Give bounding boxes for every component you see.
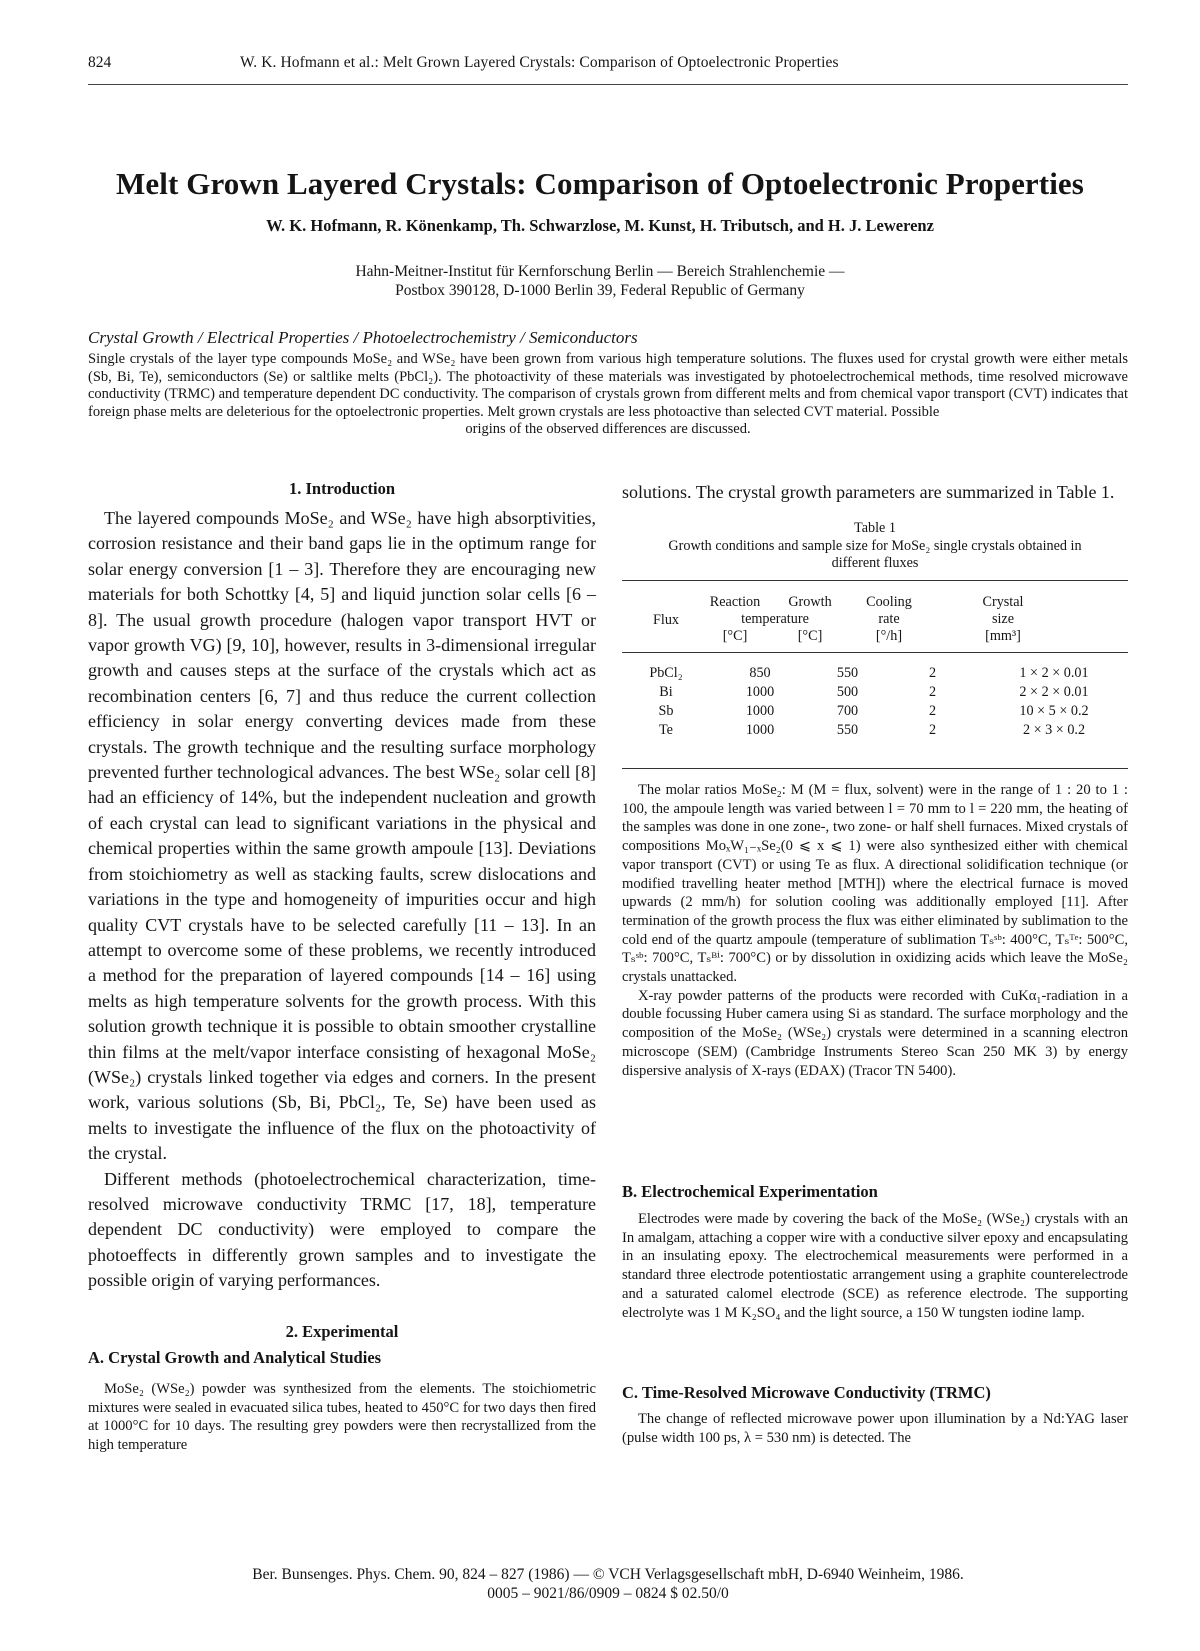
subsection-a-body bbox=[88, 1380, 596, 1455]
abstract-text: Single crystals of the layer type compounds MoSe₂ and WSe₂ have been grown from various high temperature solutions. The fluxes used for crystal growth were either metals (Sb, Bi, Te), semiconductors (Se) or saltlike melts (PbCl₂). The photoactivity of these materials was investigated by photoelectrochemical methods, time resolved microwave conductivity (TRMC) and temperature dependent DC conductivity. The comparison of crystals grown from different melts and from chemical vapor transport (CVT) indicates that foreign phase melts are deleterious for the optoelectronic properties. Melt grown crystals are less photoactive than selected CVT material. Possible bbox=[88, 351, 1128, 420]
table-cell: 1000 bbox=[745, 722, 775, 738]
table-cell: 1000 bbox=[745, 684, 775, 700]
table-cell: 550 bbox=[836, 722, 859, 738]
col-header-crystal: Crystal bbox=[982, 594, 1024, 610]
table-cell: 700 bbox=[836, 703, 859, 719]
col-header-unit: [mm³] bbox=[985, 628, 1021, 644]
subsection-b-body bbox=[622, 1210, 1128, 1322]
table-row bbox=[622, 683, 1128, 702]
table-cell: 850 bbox=[749, 665, 771, 681]
table-cell: 2 × 2 × 0.01 bbox=[1019, 684, 1089, 700]
table-cell: 1 × 2 × 0.01 bbox=[1019, 665, 1089, 681]
introduction-heading: 1. Introduction bbox=[288, 479, 396, 498]
col-header-rate: rate bbox=[878, 611, 900, 627]
table-row bbox=[622, 702, 1128, 721]
footer-line: 0005 – 9021/86/0909 – 0824 $ 02.50/0 bbox=[487, 1585, 729, 1602]
paragraph: solutions. The crystal growth parameters are summarized in Table 1. bbox=[622, 482, 1115, 502]
paragraph: X-ray powder patterns of the products were recorded with CuKα₁-radiation in a double focussing Huber camera using Si as standard. The surface morphology and the composition of the MoSe₂ (WSe₂) crystals were determined in a scanning electron microscope (SEM) (Cambridge Instruments Stereo Scan 250 MK 3) by energy dispersive analysis of X-rays (EDAX) (Tracor TN 5400). bbox=[622, 987, 1128, 1079]
affiliation-line: Postbox 390128, D-1000 Berlin 39, Federal Republic of Germany bbox=[395, 282, 805, 299]
page-number: 824 bbox=[88, 54, 112, 71]
table-cell: PbCl₂ bbox=[649, 665, 683, 681]
table-cell: 550 bbox=[836, 665, 859, 681]
paragraph: Electrodes were made by covering the back of the MoSe₂ (WSe₂) crystals with an In amalgam, attaching a copper wire with a conductive silver epoxy and encapsulating in an insulating epoxy. The electrochemical measurements were performed in a standard three electrode potentiostatic arrangement using a graphite counterelectrode and a saturated calomel electrode (SCE) as reference electrode. The supporting electrolyte was 1 M K₂SO₄ and the light source, a 150 W tungsten iodine lamp. bbox=[622, 1211, 1128, 1321]
table-cell: 10 × 5 × 0.2 bbox=[1019, 703, 1089, 719]
growth-table bbox=[622, 664, 1128, 740]
author-list: W. K. Hofmann, R. Könenkamp, Th. Schwarzlose, M. Kunst, H. Tributsch, and H. J. Lewerenz bbox=[266, 216, 934, 235]
col-header-unit: [°C] bbox=[797, 628, 823, 644]
article-title: Melt Grown Layered Crystals: Comparison of Optoelectronic Properties bbox=[116, 166, 1084, 201]
table-label: Table 1 bbox=[854, 520, 896, 536]
col-header-cooling: Cooling bbox=[866, 594, 912, 610]
paragraph: Different methods (photoelectrochemical characterization, time-resolved microwave conductivity TRMC [17, 18], temperature dependent DC conductivity) were employed to compare the photoeffects in differently grown samples and to investigate the possible origin of varying performances. bbox=[88, 1168, 596, 1291]
paragraph: The molar ratios MoSe₂: M (M = flux, solvent) were in the range of 1 : 20 to 1 : 100, the ampoule length was varied between l = 70 mm to l = 220 mm, the heating of the samples was done in one zone-, two zone- or half shell furnaces. Mixed crystals of compositions MoₓW₁₋ₓSe₂(0 ⩽ x ⩽ 1) were also synthesized either with chemical vapor transport (CVT) or using Te as flux. A directional solidification technique (or modified travelling heater method [MTH]) where the electrical furnace is moved upwards (2 mm/h) for solution cooling was additionally employed [11]. After termination of the growth process the flux was either eliminated by sublimation to the cold end of the quartz ampoule (temperature of sublimation Tₛˢᵇ: 400°C, Tₛᵀᵉ: 500°C, Tₛˢᵇ: 700°C, Tₛᴮⁱ: 700°C) or by dissolution in oxidizing acids which leave the MoSe₂ crystals unattacked. bbox=[622, 782, 1128, 986]
table-caption bbox=[622, 538, 1128, 572]
col-header-unit: [°C] bbox=[722, 628, 748, 644]
running-head bbox=[88, 54, 1128, 85]
abstract-last-line: origins of the observed differences are discussed. bbox=[465, 421, 751, 437]
col-header-growth: Growth bbox=[788, 594, 832, 610]
table-cell: 2 bbox=[928, 722, 937, 738]
table-cell: Sb bbox=[658, 703, 674, 719]
subsection-a-heading: A. Crystal Growth and Analytical Studies bbox=[88, 1348, 382, 1367]
table-cell: 2 bbox=[928, 684, 937, 700]
subsection-b-heading: B. Electrochemical Experimentation bbox=[622, 1182, 878, 1201]
running-title: W. K. Hofmann et al.: Melt Grown Layered Crystals: Comparison of Optoelectronic Properties bbox=[240, 54, 839, 71]
introduction-body bbox=[88, 506, 596, 1294]
table-cell: 2 bbox=[928, 665, 937, 681]
abstract bbox=[88, 351, 1128, 439]
table-top-rule bbox=[622, 580, 1128, 581]
table-row bbox=[622, 664, 1128, 683]
subsection-c-heading: C. Time-Resolved Microwave Conductivity (TRMC) bbox=[622, 1383, 991, 1402]
affiliation bbox=[60, 262, 1140, 300]
table-cell: 1000 bbox=[745, 703, 775, 719]
paragraph: The change of reflected microwave power upon illumination by a Nd:YAG laser (pulse width 100 ps, λ = 530 nm) is detected. The bbox=[622, 1411, 1128, 1446]
keywords: Crystal Growth / Electrical Properties / Photoelectrochemistry / Semiconductors bbox=[88, 328, 638, 347]
table-header-rule bbox=[622, 652, 1128, 653]
table-cell: 500 bbox=[836, 684, 859, 700]
footer-line: Ber. Bunsenges. Phys. Chem. 90, 824 – 827 (1986) — © VCH Verlagsgesellschaft mbH, D-6940 Weinheim, 1986. bbox=[252, 1566, 964, 1583]
table-cell: 2 bbox=[928, 703, 937, 719]
citation-footer bbox=[88, 1565, 1128, 1603]
paragraph: The layered compounds MoSe₂ and WSe₂ have high absorptivities, corrosion resistance and their band gaps lie in the optimum range for solar energy conversion [1 – 3]. Therefore they are encouraging new materials for both Schottky [4, 5] and liquid junction solar cells [6 – 8]. The usual growth procedure (halogen vapor transport HVT or vapor growth VG) [9, 10], however, results in 3-dimensional irregular growth and causes steps at the surface of the crystals which act as recombination centers [6, 7] and thus reduce the current collection efficiency in solar energy converting devices made from these crystals. The growth technique and the resulting surface morphology prevented further technological advances. The best WSe₂ solar cell [8] had an efficiency of 14%, but the independent nucleation and growth of each crystal can lead to significant variations in the physical and chemical properties within the same growth ampoule [13]. Deviations from stoichiometry as well as stacking faults, screw dislocations and variations in the type and homogeneity of impurities occur and high quality CVT crystals have to be selected carefully [11 – 13]. In an attempt to overcome some of these problems, we recently introduced a method for the preparation of layered compounds [14 – 16] using melts as high temperature solvents for the growth process. With this solution growth technique it is possible to obtain smoother crystalline thin films at the melt/vapor interface consisting of hexagonal MoSe₂ (WSe₂) crystals linked together via edges and corners. In the present work, various solutions (Sb, Bi, PbCl₂, Te, Se) have been used as melts to investigate the influence of the flux on the photoactivity of the crystal. bbox=[88, 508, 596, 1164]
methods-body bbox=[622, 781, 1128, 1080]
table-row bbox=[622, 721, 1128, 740]
table-body bbox=[622, 664, 1128, 740]
paragraph: MoSe₂ (WSe₂) powder was synthesized from the elements. The stoichiometric mixtures were sealed in evacuated silica tubes, heated to 450°C for two days then fired at 1000°C for 10 days. The resulting grey powders were then recrystallized from the high temperature bbox=[88, 1381, 596, 1454]
caption-line: different fluxes bbox=[831, 555, 919, 571]
caption-line: Growth conditions and sample size for MoSe₂ single crystals obtained in bbox=[668, 538, 1082, 554]
experimental-heading: 2. Experimental bbox=[285, 1322, 399, 1341]
table-bottom-rule bbox=[622, 768, 1128, 769]
subsection-c-body bbox=[622, 1410, 1128, 1447]
col-header-reaction: Reaction bbox=[709, 594, 761, 610]
table-cell: 2 × 3 × 0.2 bbox=[1022, 722, 1086, 738]
col-header-unit: [°/h] bbox=[875, 628, 903, 644]
col-header-size: size bbox=[991, 611, 1015, 627]
col-header-flux: Flux bbox=[652, 612, 680, 628]
table-cell: Te bbox=[659, 722, 673, 738]
subsection-a-continued bbox=[622, 480, 1128, 505]
table-cell: Bi bbox=[659, 684, 673, 700]
col-header-temperature: temperature bbox=[741, 611, 809, 627]
affiliation-line: Hahn-Meitner-Institut für Kernforschung Berlin — Bereich Strahlenchemie — bbox=[355, 263, 845, 280]
